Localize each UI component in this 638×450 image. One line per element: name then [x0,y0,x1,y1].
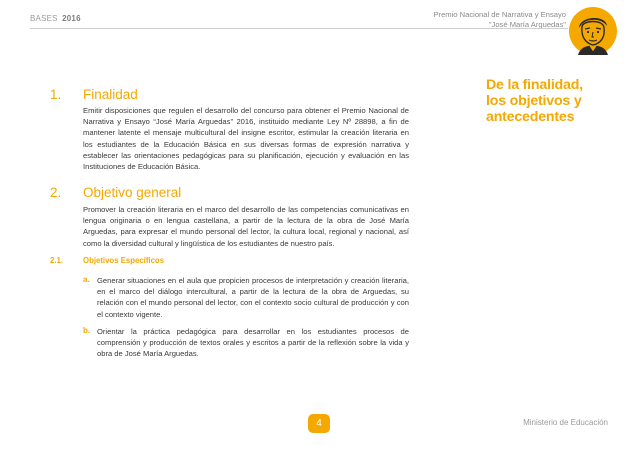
section-2-number: 2. [50,185,62,200]
section-2-body: Promover la creación literaria en el marco del desarrollo de las competencias comunicativas en lengua originaria o en lengua castellana, a partir de la lectura de la obra de José María Arguedas, para expresar el mundo personal del lector, la cultura local, regional y nacional, así como la diversidad cultural y lingüística de los estudiantes de nuestro país. [83,205,409,248]
objective-a-letter: a. [83,275,90,284]
side-title-line-3: antecedentes [486,109,575,125]
subsection-title: Objetivos Específicos [83,256,165,265]
side-title-line-2: los objetivos y [486,93,582,109]
section-2-title: Objetivo general [83,185,182,200]
footer-ministry: Ministerio de Educación [523,418,608,427]
section-1-title: Finalidad [83,87,138,102]
header-divider [30,28,568,29]
header-award-name: Premio Nacional de Narrativa y Ensayo [433,10,566,19]
side-title [486,77,626,125]
objective-b-letter: b. [83,326,91,335]
section-1-number: 1. [50,87,62,102]
section-1-body: Emitir disposiciones que regulen el desarrollo del concurso para obtener el Premio Nacional de Narrativa y Ensayo “José María Arguedas” 2016, instituido mediante Ley Nº 28898, a fin de mantener latente el mensaje multicultural del insigne escritor, estimular la creación literaria en los estudiantes de la Educación Básica en sus diversas formas de expresión narrativa y establecer las orientaciones pedagógicas para su planificación, ejecución y evaluación en las Instituciones de Educación Básica. [83,106,409,172]
objective-a-text: Generar situaciones en el aula que propicien procesos de interpretación y creación literaria, en el marco del diálogo intercultural, a partir de la lectura de la obra de Arguedas, su relación con el mundo personal del lector, con el contexto socio cultural de producción y con el contexto vigente. [97,276,409,319]
header-right [433,10,566,30]
objective-b-text: Orientar la práctica pedagógica para desarrollar en los estudiantes procesos de comprensión y producción de textos orales y escritos a partir de la reflexión sobre la vida y obra de José María Arguedas. [97,327,409,359]
author-portrait-icon [568,6,618,56]
header-year: 2016 [62,14,81,23]
side-title-line-1: De la finalidad, [486,77,583,93]
header-left [30,14,81,23]
header-award-honoree: "José María Arguedas" [488,20,566,29]
page-number-badge: 4 [308,414,330,433]
header-label: BASES [30,14,58,23]
subsection-number: 2.1. [50,256,64,265]
